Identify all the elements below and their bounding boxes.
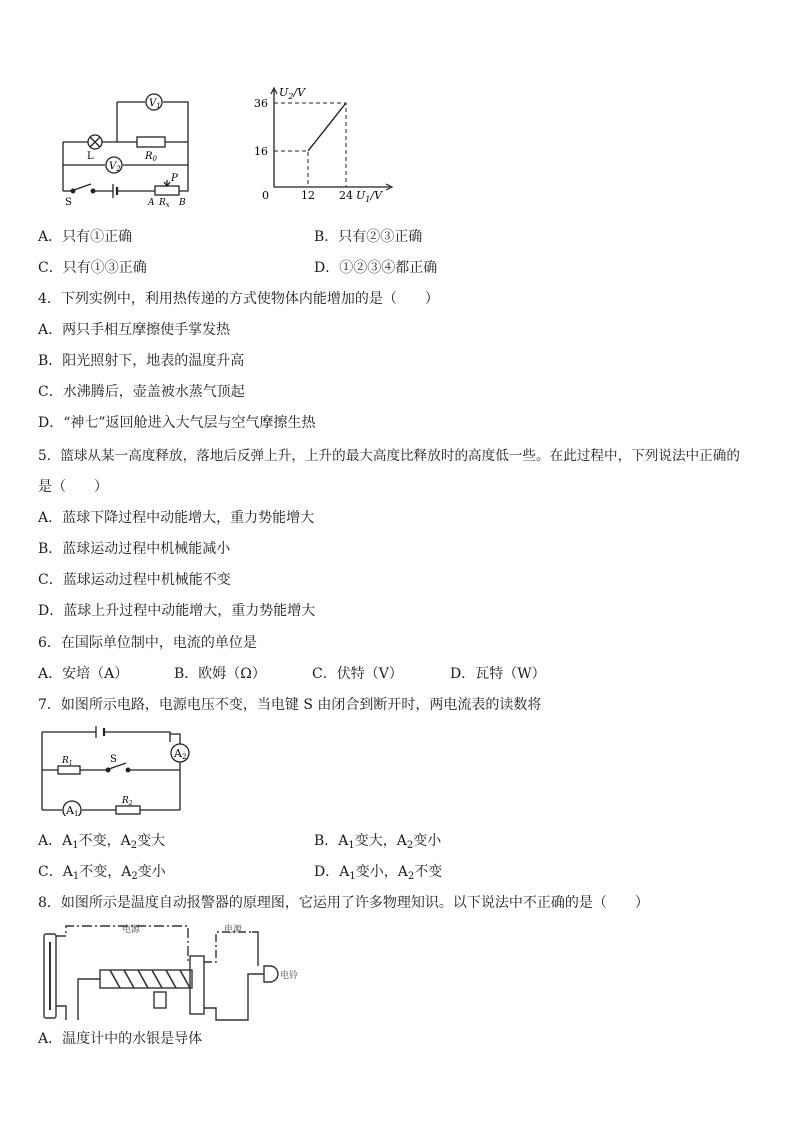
q7-option-b[interactable]: B．$A_1$变大，$A_2$变小 bbox=[314, 833, 442, 851]
a2-label: A bbox=[174, 747, 182, 760]
svg-text:R1: $R_1$ bbox=[62, 756, 73, 767]
v1-label: V bbox=[149, 98, 157, 109]
q4-option-d[interactable]: D．“神七”返回舱进入大气层与空气摩擦生热 bbox=[38, 415, 316, 431]
r2-label: R bbox=[122, 796, 129, 806]
bell-label: 电铃 bbox=[280, 971, 299, 981]
q6-options-row bbox=[38, 664, 572, 684]
q6-option-b[interactable]: B．欧姆（Ω） bbox=[174, 666, 266, 682]
svg-text:A2: A2 bbox=[174, 747, 187, 761]
q5-stem-line2: 是（ ） bbox=[38, 479, 108, 495]
y-tick-36: 36 bbox=[254, 97, 268, 110]
q4-option-c[interactable]: C．水沸腾后，壶盖被水蒸气顶起 bbox=[38, 384, 245, 400]
q7-stem: 7．如图所示电路，电源电压不变，当电键 S 由闭合到断开时，两电流表的读数将 bbox=[38, 697, 542, 713]
svg-text:V1: $V_1$ bbox=[149, 98, 161, 110]
q6-option-a[interactable]: A．安培（A） bbox=[38, 666, 129, 682]
q5-option-d[interactable]: D．蓝球上升过程中动能增大，重力势能增大 bbox=[38, 603, 316, 619]
r1-label: R bbox=[62, 756, 69, 766]
svg-text:R0: $R_0$ bbox=[145, 151, 157, 163]
q4-stem: 4．下列实例中，利用热传递的方式使物体内能增加的是（ ） bbox=[38, 291, 439, 307]
q5-option-b[interactable]: B．蓝球运动过程中机械能减小 bbox=[38, 541, 231, 557]
slider-label: P bbox=[171, 173, 178, 184]
origin-label: 0 bbox=[262, 189, 269, 202]
q6-stem: 6．在国际单位制中，电流的单位是 bbox=[38, 635, 257, 651]
q5-stem-line1: 5．篮球从某一高度释放，落地后反弹上升，上升的最大高度比释放时的高度低一些。在此过程中，下列说法中正确的 bbox=[38, 448, 740, 464]
y-tick-16: 16 bbox=[254, 145, 268, 158]
q8-option-a[interactable]: A．温度计中的水银是导体 bbox=[38, 1031, 203, 1047]
q7-option-c[interactable]: C．$A_1$不变，$A_2$变小 bbox=[38, 864, 166, 882]
v2-label: V bbox=[109, 161, 117, 172]
q6-option-c[interactable]: C．伏特（V） bbox=[312, 666, 403, 682]
switch-label: S bbox=[65, 197, 72, 208]
q3-circuit-figure bbox=[55, 92, 200, 208]
q4-option-a[interactable]: A．两只手相互摩擦使手掌发热 bbox=[38, 322, 231, 338]
q3-option-a[interactable]: A．只有①正确 bbox=[38, 229, 133, 245]
q5-option-c[interactable]: C．蓝球运动过程中机械能不变 bbox=[38, 572, 231, 588]
q3-option-c[interactable]: C．只有①③正确 bbox=[38, 260, 147, 276]
q3-option-d[interactable]: D．①②③④都正确 bbox=[314, 260, 438, 276]
q7-option-a[interactable]: A．$A_1$不变，$A_2$变大 bbox=[38, 833, 166, 851]
q3-graph-figure bbox=[250, 84, 400, 204]
svg-text:Rx: $R_x$ bbox=[159, 198, 170, 208]
q7-circuit-figure bbox=[38, 724, 198, 816]
x-axis-label: U bbox=[356, 189, 366, 202]
end-b-label: B bbox=[179, 198, 186, 208]
source-label-1: 电源 bbox=[122, 925, 141, 935]
svg-text:U1/V: $U_1/V$ bbox=[356, 189, 383, 204]
q3-option-b[interactable]: B．只有②③正确 bbox=[314, 229, 423, 245]
svg-text:R2: $R_2$ bbox=[122, 796, 133, 807]
svg-text:A1: A1 bbox=[66, 804, 79, 816]
svg-text:U2/V: $U_2/V$ bbox=[279, 86, 306, 101]
x-tick-12: 12 bbox=[301, 189, 315, 202]
end-a-label: A bbox=[148, 198, 155, 208]
svg-text:V2: $V_2$ bbox=[109, 161, 121, 173]
source-label-2: 电源 bbox=[224, 925, 243, 935]
q5-option-a[interactable]: A．蓝球下降过程中动能增大，重力势能增大 bbox=[38, 510, 315, 526]
q8-alarm-figure bbox=[38, 922, 338, 1022]
q7-option-d[interactable]: D．$A_1$变小，$A_2$不变 bbox=[314, 864, 443, 882]
q8-stem: 8．如图所示是温度自动报警器的原理图，它运用了许多物理知识。以下说法中不正确的是（ ） bbox=[38, 895, 649, 911]
s-label: S bbox=[110, 754, 117, 765]
x-tick-24: 24 bbox=[339, 189, 353, 202]
lamp-label: L bbox=[87, 151, 94, 162]
q4-option-b[interactable]: B．阳光照射下，地表的温度升高 bbox=[38, 353, 245, 369]
r0-label: R bbox=[145, 151, 153, 162]
q6-option-d[interactable]: D．瓦特（W） bbox=[450, 666, 546, 682]
y-axis-label: U bbox=[279, 86, 289, 99]
a1-label: A bbox=[66, 804, 74, 816]
rx-label: R bbox=[159, 198, 166, 208]
